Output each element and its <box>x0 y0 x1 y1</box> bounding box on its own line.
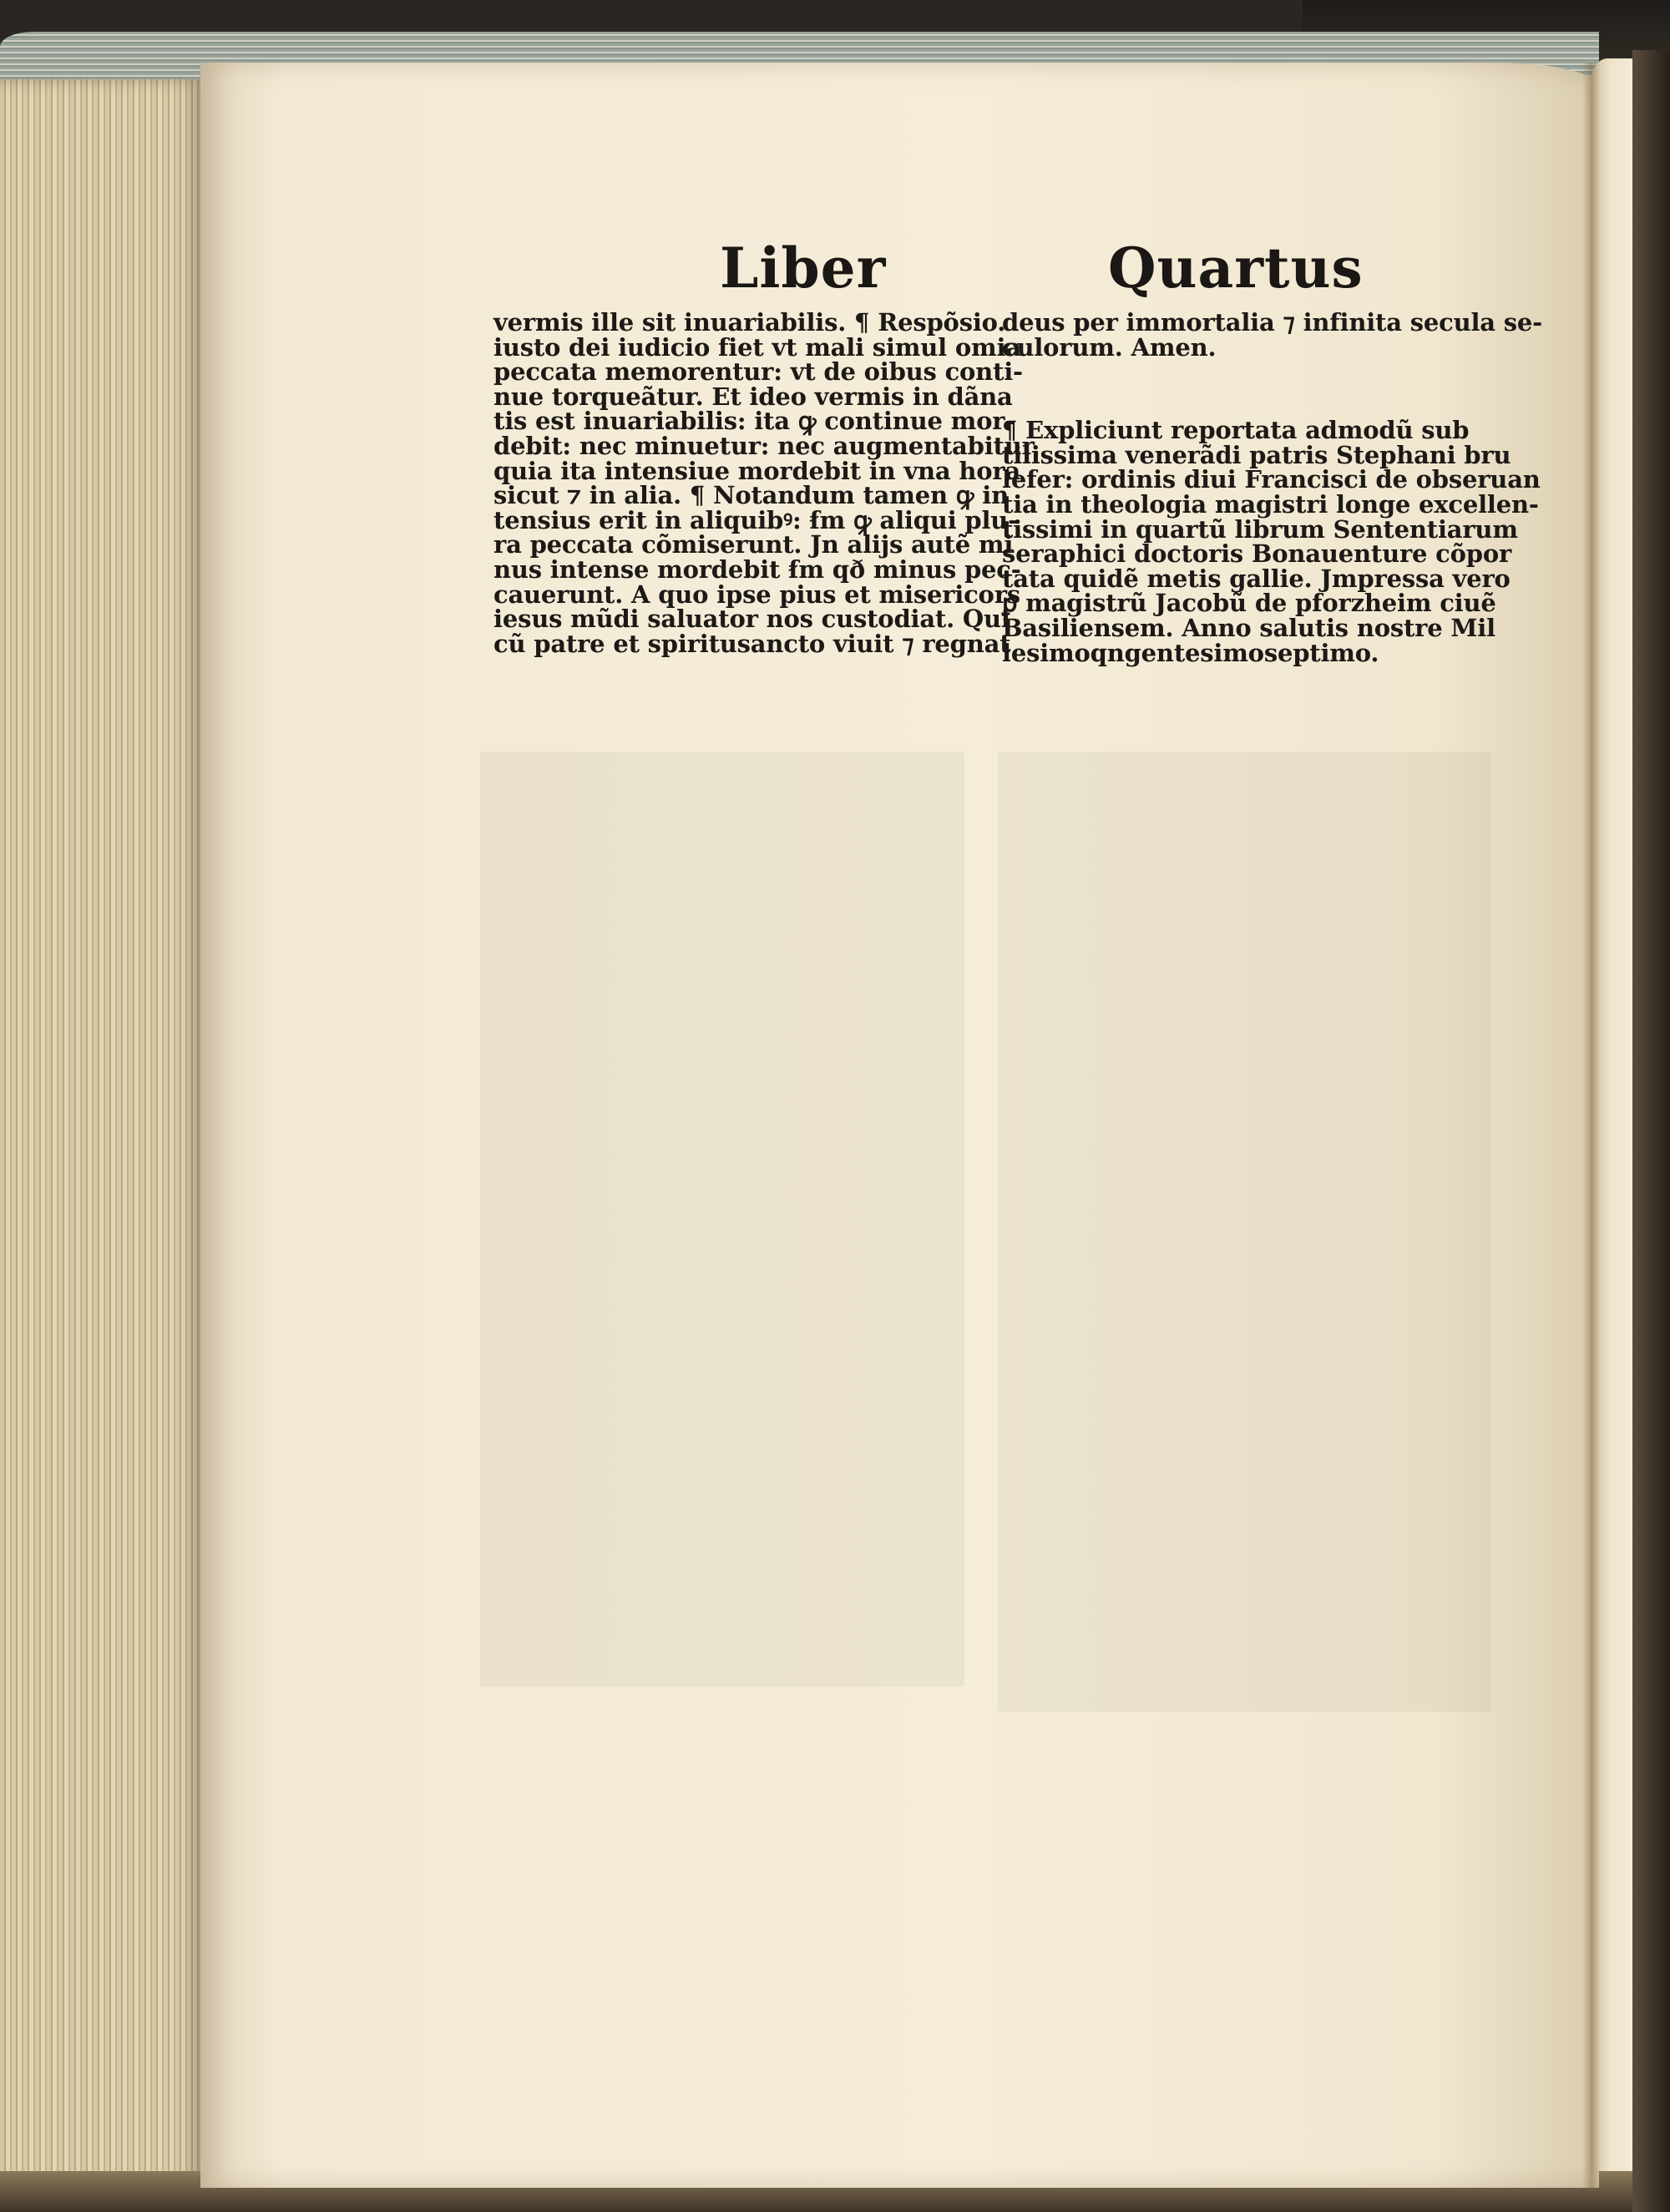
page-edge-stack <box>0 79 205 2212</box>
text-line: iesus mũdi saluator nos custodiat. Qui <box>493 605 1010 634</box>
text-line: deus per immortalia ⁊ infinita secula se‑ <box>1002 308 1542 337</box>
show-through-left <box>480 752 964 1687</box>
text-column-right <box>1002 308 1542 667</box>
running-head-right: Quartus <box>1108 235 1364 301</box>
text-line: culorum. Amen. <box>1002 332 1217 362</box>
text-column-left <box>493 308 1035 658</box>
show-through-right <box>998 752 1490 1712</box>
paragraph-gap <box>1002 360 1490 418</box>
text-line: lesimoqngentesimoseptimo. <box>1002 638 1379 667</box>
text-line: tia in theologia magistri longe excellen‑ <box>1002 489 1539 519</box>
text-line: Basiliensem. Anno salutis nostre Mil <box>1002 613 1495 642</box>
text-line: tissimi in quartũ librum Sententiarum <box>1002 514 1518 544</box>
text-line: seraphici doctoris Bonauenture cõpor <box>1002 539 1512 569</box>
text-line: tis est inuariabilis: ita ꝙ continue mor‑ <box>493 407 1015 436</box>
cover-edge <box>1632 50 1670 2212</box>
text-line: nue torqueãtur. Et ideo vermis in dãna <box>493 382 1013 411</box>
text-line: tilissima venerãdi patris Stephani bru <box>1002 440 1511 469</box>
text-line: sicut ⁊ in alia. ¶ Notandum tamen ꝙ in <box>493 481 1009 510</box>
text-line: debit: nec minuetur: nec augmentabitur <box>493 431 1035 460</box>
text-line: tata quidẽ metis gallie. Jmpressa vero <box>1002 564 1511 593</box>
text-line: ra peccata cõmiserunt. Jn alijs autẽ mi <box>493 530 1014 559</box>
text-line: tensius erit in aliquibꝰ: ẜm ꝙ aliqui plu‑ <box>493 505 1019 534</box>
text-line: iusto dei iudicio fiet vt mali simul omia <box>493 332 1021 362</box>
text-line: peccata memorentur: vt de oibus conti‑ <box>493 357 1023 387</box>
gutter-shadow <box>1582 63 1601 2188</box>
text-line: ¶ Expliciunt reportata admodũ sub <box>1002 416 1470 445</box>
text-line: vermis ille sit inuariabilis. ¶ Respõsio. <box>493 308 1006 337</box>
text-line: ꝑ magistrũ Jacobũ de pforzheim ciuẽ <box>1002 589 1496 618</box>
text-line: lefer: ordinis diui Francisci de obseruan <box>1002 465 1541 494</box>
text-line: quia ita intensiue mordebit in vna hora <box>493 456 1021 485</box>
text-line: cũ patre et spiritusancto viuit ⁊ regnat <box>493 629 1011 658</box>
text-line: cauerunt. A quo ipse pius et misericors <box>493 580 1020 609</box>
text-line: nus intense mordebit ẜm qð minus pec‑ <box>493 554 1021 584</box>
running-head-left: Liber <box>720 235 887 301</box>
